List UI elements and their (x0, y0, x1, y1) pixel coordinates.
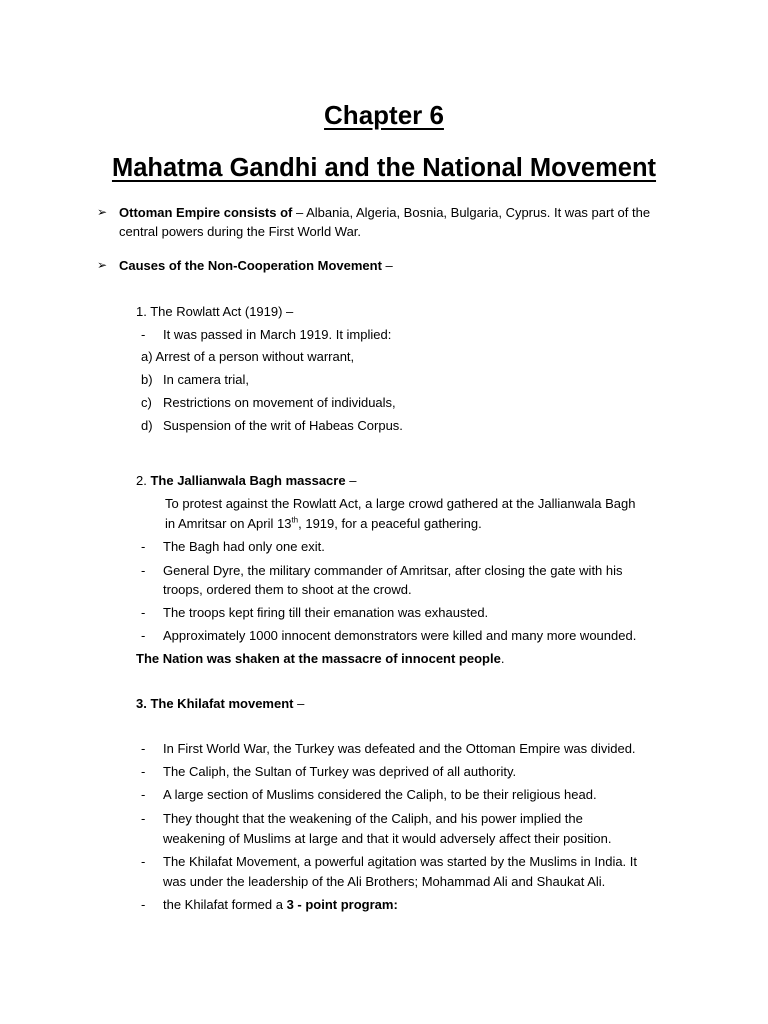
three-point-intro: the Khilafat formed a (163, 897, 287, 912)
chapter-heading (0, 98, 768, 132)
causes-label: Causes of the Non-Cooperation Movement (119, 258, 382, 273)
dash-bullet: - (141, 787, 146, 802)
khilafat-dash: – (293, 696, 305, 711)
dash-bullet: - (141, 854, 146, 869)
jallianwala-intro-1: To protest against the Rowlatt Act, a large crowd gathered at the Jallianwala Bagh (165, 496, 636, 511)
intro-date-rest: , 1919, for a peaceful gathering. (298, 516, 482, 531)
khilafat-point-4-line-2: weakening of Muslims at large and that it would adversely affect their position. (163, 831, 612, 846)
rowlatt-item-b: In camera trial, (163, 372, 249, 387)
khilafat-point-3: A large section of Muslims considered the Caliph, to be their religious head. (163, 787, 597, 802)
rowlatt-item-d: Suspension of the writ of Habeas Corpus. (163, 418, 403, 433)
rowlatt-item-a: a) Arrest of a person without warrant, (141, 349, 355, 364)
khilafat-heading (136, 694, 304, 713)
khilafat-point-6 (163, 895, 398, 914)
rowlatt-passed: It was passed in March 1919. It implied: (163, 327, 392, 342)
ordinal-suffix: th (291, 515, 299, 525)
jallianwala-intro-2 (165, 514, 482, 533)
ottoman-text: – Albania, Algeria, Bosnia, Bulgaria, Cyprus. It was part of the (292, 205, 651, 220)
jallianwala-killed: Approximately 1000 innocent demonstrators were killed and many more wounded. (163, 628, 637, 643)
arrow-bullet-icon: ➢ (97, 258, 108, 272)
jallianwala-number: 2. (136, 473, 151, 488)
jallianwala-firing: The troops kept firing till their emanation was exhausted. (163, 605, 489, 620)
dash-bullet: - (141, 811, 146, 826)
dash-bullet: - (141, 764, 146, 779)
list-marker-b: b) (141, 372, 153, 387)
khilafat-point-2: The Caliph, the Sultan of Turkey was deprived of all authority. (163, 764, 517, 779)
dash-bullet: - (141, 605, 146, 620)
dash-bullet: - (141, 741, 146, 756)
causes-heading (119, 256, 393, 275)
jallianwala-dyre-1: General Dyre, the military commander of Amritsar, after closing the gate with his (163, 563, 623, 578)
khilafat-point-1: In First World War, the Turkey was defeated and the Ottoman Empire was divided. (163, 741, 636, 756)
jallianwala-heading (136, 471, 356, 490)
ottoman-line-1 (119, 203, 650, 222)
ottoman-label: Ottoman Empire consists of (119, 205, 293, 220)
dash-bullet: - (141, 327, 146, 342)
ottoman-line-2: central powers during the First World War. (119, 224, 362, 239)
dash-bullet: - (141, 628, 146, 643)
rowlatt-heading: 1. The Rowlatt Act (1919) – (136, 304, 294, 319)
dash-bullet: - (141, 539, 146, 554)
chapter-title-text: Mahatma Gandhi and the National Movement (111, 154, 657, 182)
chapter-number: Chapter 6 (324, 100, 444, 130)
jallianwala-dyre-2: troops, ordered them to shoot at the crowd. (163, 582, 412, 597)
khilafat-label: 3. The Khilafat movement (136, 696, 294, 711)
jallianwala-dash: – (345, 473, 357, 488)
khilafat-point-5-line-2: was under the leadership of the Ali Brothers; Mohammad Ali and Shaukat Ali. (163, 874, 606, 889)
intro-date-text: in Amritsar on April 13 (165, 516, 292, 531)
jallianwala-conclusion (136, 649, 504, 668)
causes-dash: – (381, 258, 393, 273)
list-marker-d: d) (141, 418, 153, 433)
list-marker-c: c) (141, 395, 152, 410)
jallianwala-label: The Jallianwala Bagh massacre (150, 473, 346, 488)
khilafat-point-4-line-1: They thought that the weakening of the Caliph, and his power implied the (163, 811, 583, 826)
nation-shaken: The Nation was shaken at the massacre of innocent people (136, 651, 501, 666)
arrow-bullet-icon: ➢ (97, 205, 108, 219)
dash-bullet: - (141, 563, 146, 578)
three-point-program: 3 - point program: (286, 897, 398, 912)
dash-bullet: - (141, 897, 146, 912)
jallianwala-exit: The Bagh had only one exit. (163, 539, 325, 554)
rowlatt-item-c: Restrictions on movement of individuals, (163, 395, 396, 410)
nation-period: . (500, 651, 505, 666)
khilafat-point-5-line-1: The Khilafat Movement, a powerful agitation was started by the Muslims in India. It (163, 854, 638, 869)
chapter-title (0, 151, 768, 185)
